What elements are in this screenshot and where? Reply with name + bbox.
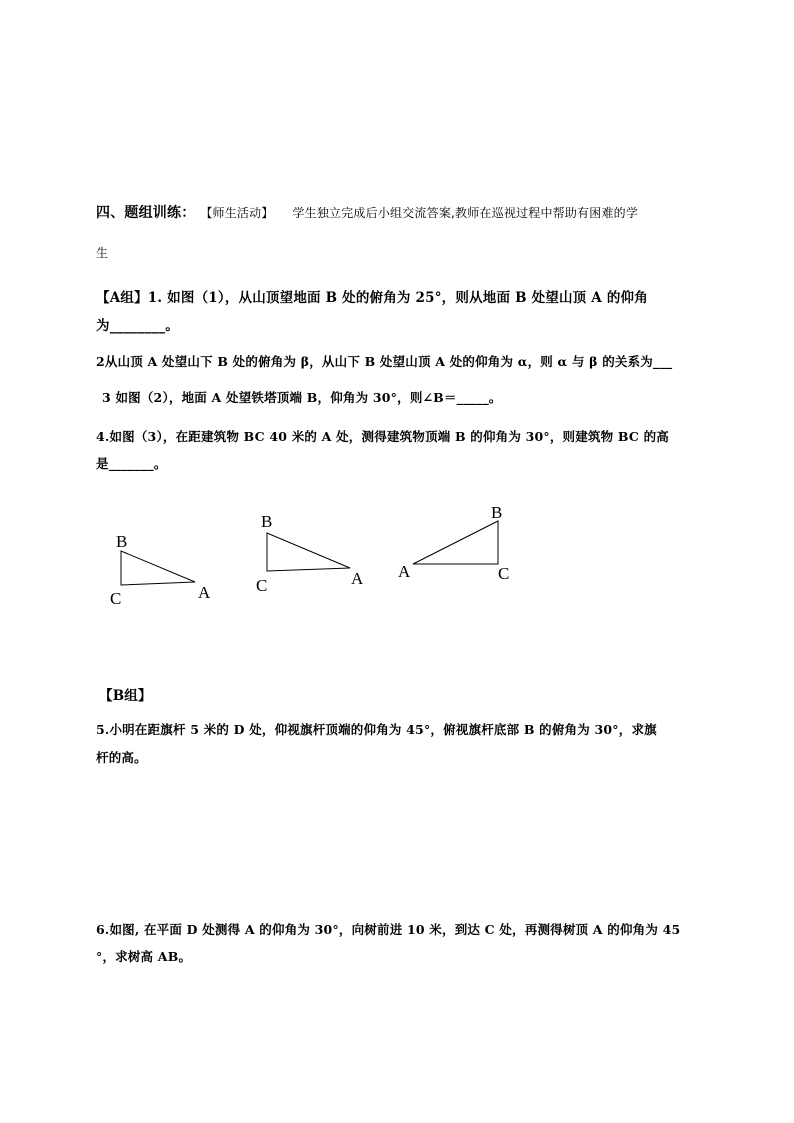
figure-3-label-c: C xyxy=(498,564,510,583)
question-3: 3 如图（2），地面 A 处望铁塔顶端 B，仰角为 30°，则∠B＝_____。 xyxy=(102,390,502,405)
figure-1-triangle xyxy=(121,551,195,585)
question-5-line-1: 5.小明在距旗杆 5 米的 D 处，仰视旗杆顶端的仰角为 45°，俯视旗杆底部 B 的俯角为 30°，求旗 xyxy=(96,722,657,737)
figure-1-label-a: A xyxy=(198,583,211,602)
question-1-text: 1. 如图（1），从山顶望地面 B 处的俯角为 25°，则从地面 B 处望山顶 A 的仰角 xyxy=(147,290,648,306)
figure-3-triangle xyxy=(413,521,498,564)
figure-2-triangle xyxy=(267,533,350,571)
question-6-line-2: °，求树高 AB。 xyxy=(96,949,192,964)
activity-tag: 【师生活动】 xyxy=(200,206,274,220)
figure-3-label-a: A xyxy=(398,562,411,581)
question-2: 2从山顶 A 处望山下 B 处的俯角为 β，从山下 B 处望山顶 A 处的仰角为 α，则 α 与 β 的关系为___ xyxy=(96,354,673,369)
question-1-line-2: 为________。 xyxy=(96,318,179,334)
figure-2-label-a: A xyxy=(351,569,364,588)
figure-2-label-c: C xyxy=(256,576,268,595)
activity-description-continued: 生 xyxy=(96,246,109,260)
figure-3-label-b: B xyxy=(491,503,503,522)
group-a-label: 【A组】 xyxy=(96,290,148,306)
group-b-label: 【B组】 xyxy=(99,688,152,704)
section-heading: 四、题组训练： xyxy=(96,205,196,221)
figure-1-label-b: B xyxy=(116,532,128,551)
question-6-line-1: 6.如图, 在平面 D 处测得 A 的仰角为 30°，向树前进 10 米，到达 C 处，再测得树顶 A 的仰角为 45 xyxy=(96,922,681,937)
question-5-line-2: 杆的高。 xyxy=(96,750,147,765)
question-4-line-2: 是_______。 xyxy=(96,456,167,471)
question-4-line-1: 4.如图（3），在距建筑物 BC 40 米的 A 处，测得建筑物顶端 B 的仰角为 30°，则建筑物 BC 的高 xyxy=(96,429,670,444)
figure-1-label-c: C xyxy=(110,589,122,608)
activity-description: 学生独立完成后小组交流答案,教师在巡视过程中帮助有困难的学 xyxy=(292,206,639,220)
figure-2-label-b: B xyxy=(261,512,273,531)
